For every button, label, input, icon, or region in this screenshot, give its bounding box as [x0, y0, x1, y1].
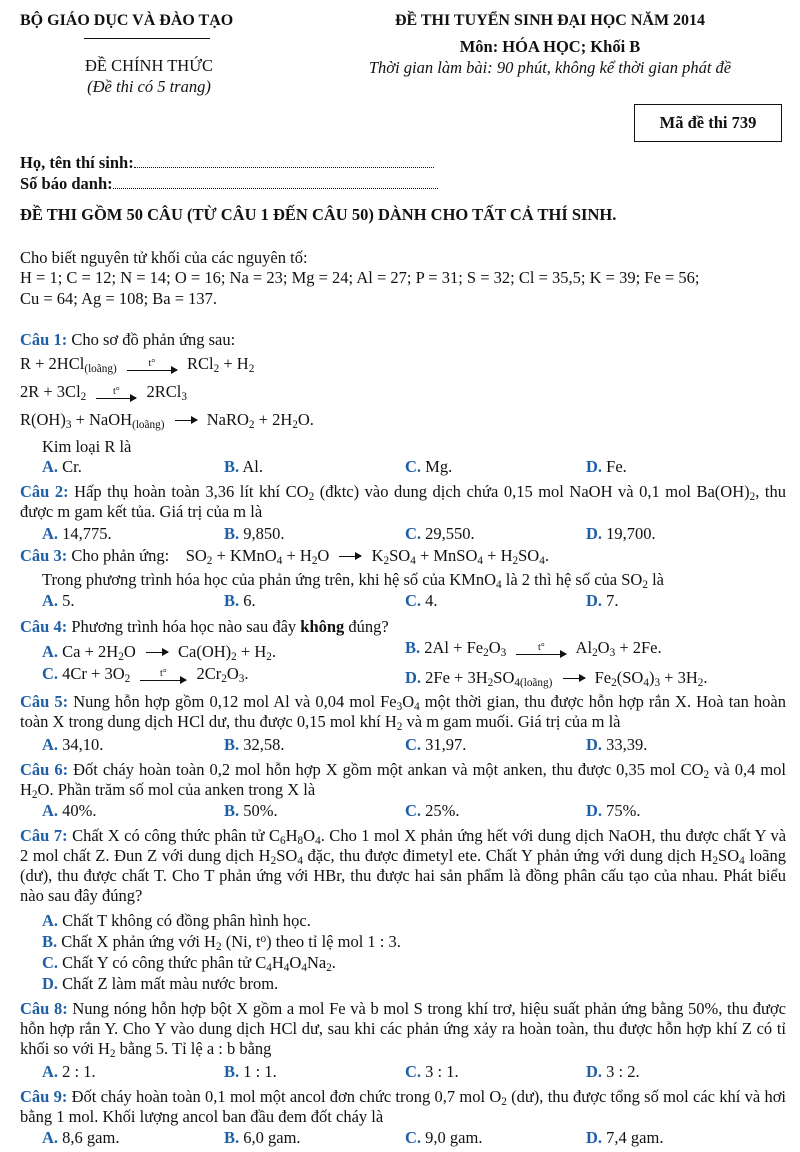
q4-option-d[interactable]: D. $2Fe + 3H_2SO_{4(loãng)}$ $Fe_2(SO_4)_3 + 3H_2$. — [405, 668, 708, 689]
question-8-stem: Câu 8: Nung nóng hỗn hợp bột X gồm a mol Fe và b mol S trong khí trơ, hiệu suất phản ứng bằng 50%, thu được hỗn hợp rắn Y. Cho Y vào dung dịch HCl dư, sau khi các phản ứng xảy ra hoàn toàn, thu được hỗn hợp khí Z có tỉ khối so với $H_2$ bằng 5. Tỉ lệ a : b bằng — [20, 999, 786, 1060]
q1-option-c[interactable]: C. Mg. — [405, 457, 453, 476]
q1-equation-2: $2R + 3Cl_2$ t° 2RCl$_3$ — [20, 382, 187, 403]
candidate-name-row — [20, 153, 434, 173]
q5-option-d[interactable]: D. 33,39. — [586, 735, 648, 754]
q2-option-d[interactable]: D. 19,700. — [586, 524, 656, 543]
exam-subject: Môn: HÓA HỌC; Khối B — [459, 37, 641, 56]
candidate-id-label: Số báo danh: — [20, 174, 113, 193]
q2-option-c[interactable]: C. 29,550. — [405, 524, 475, 543]
q8-option-d[interactable]: D. 3 : 2. — [586, 1062, 640, 1081]
q6-option-c[interactable]: C. 25%. — [405, 801, 460, 820]
candidate-id-row — [20, 174, 438, 194]
q1-equation-1: R + 2HCl$_{(loãng)}$ t° $RCl_2 + H_2$ — [20, 354, 255, 375]
q1-option-a[interactable]: A. Cr. — [42, 457, 82, 476]
candidate-id-field[interactable] — [113, 188, 438, 189]
q5-option-c[interactable]: C. 31,97. — [405, 735, 467, 754]
candidate-name-label: Họ, tên thí sinh: — [20, 153, 134, 172]
ministry-name: BỘ GIÁO DỤC VÀ ĐÀO TẠO — [20, 12, 234, 29]
heat-arrow: t° — [127, 359, 177, 371]
question-3-ask: Trong phương trình hóa học của phản ứng trên, khi hệ số của KMnO$_4$ là 2 thì hệ số của $SO_2$ là — [42, 570, 664, 591]
exam-title: ĐỀ THI TUYỂN SINH ĐẠI HỌC NĂM 2014 — [394, 12, 706, 29]
question-9-stem: Câu 9: Đốt cháy hoàn toàn 0,1 mol một ancol đơn chức trong 0,7 mol $O_2$ (dư), thu được tổng số mol các khí và hơi bằng 1 mol. Khối lượng ancol ban đầu đem đốt cháy là — [20, 1087, 786, 1126]
q9-option-b[interactable]: B. 6,0 gam. — [224, 1128, 301, 1147]
atomic-intro: Cho biết nguyên tử khối của các nguyên tố: — [20, 248, 308, 267]
reaction-arrow — [175, 419, 197, 421]
question-7-stem: Câu 7: Chất X có công thức phân tử $C_6H_8O_4$. Cho 1 mol X phản ứng hết với dung dịch NaOH, thu được chất Y và 2 mol chất Z. Đun Z với dung dịch $H_2SO_4$ đặc, thu được đimetyl ete. Chất Y phản ứng với dung dịch $H_2SO_4$ loãng (dư), thu được chất T. Cho T phản ứng với HBr, thu được hai sản phẩm là đồng phân cấu tạo của nhau. Phát biểu nào sau đây đúng? — [20, 826, 787, 905]
question-3-stem: Câu 3: Cho phản ứng: $SO_2$ + KMnO$_4$ + $H_2O$ $K_2SO_4$ + MnSO$_4$ + $H_2SO_4$. — [20, 546, 549, 567]
question-5-stem: Câu 5: Nung hỗn hợp gồm 0,12 mol Al và 0,04 mol $Fe_3O_4$ một thời gian, thu được hỗn hợp rắn X. Hoà tan hoàn toàn X trong dung dịch HCl dư, thu được 0,15 mol khí $H_2$ và m gam muối. Giá trị của m là — [20, 692, 786, 733]
q7-option-c[interactable]: C. Chất Y có công thức phân tử $C_4H_4O_4Na_2$. — [42, 953, 336, 974]
q9-option-c[interactable]: C. 9,0 gam. — [405, 1128, 483, 1147]
q1-option-d[interactable]: D. Fe. — [586, 457, 627, 476]
q9-option-a[interactable]: A. 8,6 gam. — [42, 1128, 120, 1147]
intro-heading: ĐỀ THI GỒM 50 CÂU (TỪ CÂU 1 ĐẾN CÂU 50) DÀNH CHO TẤT CẢ THÍ SINH. — [20, 205, 617, 224]
q7-option-d[interactable]: D. Chất Z làm mất màu nước brom. — [42, 974, 279, 993]
q9-option-d[interactable]: D. 7,4 gam. — [586, 1128, 664, 1147]
exam-code-box: Mã đề thi 739 — [634, 104, 782, 142]
header-divider — [84, 38, 210, 39]
q6-option-a[interactable]: A. 40%. — [42, 801, 97, 820]
question-1-ask: Kim loại R là — [42, 437, 132, 456]
q3-option-c[interactable]: C. 4. — [405, 591, 438, 610]
q8-option-a[interactable]: A. 2 : 1. — [42, 1062, 96, 1081]
question-4-stem: Câu 4: Phương trình hóa học nào sau đây không đúng? — [20, 617, 389, 636]
exam-time-note: Thời gian làm bài: 90 phút, không kể thời gian phát đề — [368, 58, 732, 77]
q7-option-b[interactable]: B. Chất X phản ứng với $H_2$ (Ni, $t^o$) theo tỉ lệ mol 1 : 3. — [42, 932, 401, 953]
candidate-name-field[interactable] — [134, 167, 434, 168]
question-1-label: Câu 1: — [20, 330, 68, 349]
q4-option-c[interactable]: C. $4Cr + 3O_2$ t° $2Cr_2O_3$. — [42, 664, 249, 685]
q1-option-b[interactable]: B. Al. — [224, 457, 263, 476]
heat-arrow: t° — [96, 387, 136, 399]
q3-option-a[interactable]: A. 5. — [42, 591, 75, 610]
q4-option-a[interactable]: A. $Ca + 2H_2O$ $Ca(OH)_2 + H_2$. — [42, 642, 276, 663]
q6-option-b[interactable]: B. 50%. — [224, 801, 278, 820]
q2-option-a[interactable]: A. 14,775. — [42, 524, 112, 543]
q7-option-a[interactable]: A. Chất T không có đồng phân hình học. — [42, 911, 311, 930]
q3-option-b[interactable]: B. 6. — [224, 591, 256, 610]
question-1-text: Cho sơ đồ phản ứng sau: — [71, 330, 236, 349]
q4-option-b[interactable]: B. $2Al + Fe_2O_3$ t° $Al_2O_3 + 2Fe$. — [405, 638, 662, 659]
atomic-masses-line1: H = 1; C = 12; N = 14; O = 16; Na = 23; Mg = 24; Al = 27; P = 31; S = 32; Cl = 35,5; K = 39; Fe = 56; — [20, 268, 700, 287]
q5-option-b[interactable]: B. 32,58. — [224, 735, 285, 754]
q1-equation-3: $R(OH)_3$ + NaOH$_{(loãng)}$ NaRO$_2$ + $2H_2O$. — [20, 410, 314, 431]
q2-option-b[interactable]: B. 9,850. — [224, 524, 285, 543]
q8-option-c[interactable]: C. 3 : 1. — [405, 1062, 459, 1081]
atomic-masses-line2: Cu = 64; Ag = 108; Ba = 137. — [20, 289, 218, 308]
q3-option-d[interactable]: D. 7. — [586, 591, 619, 610]
question-2-stem: Câu 2: Hấp thụ hoàn toàn 3,36 lít khí $CO_2$ (đktc) vào dung dịch chứa 0,15 mol NaOH và 0,1 mol $Ba(OH)_2$, thu được m gam kết tủa. Giá trị của m là — [20, 482, 786, 521]
pages-note: (Đề thi có 5 trang) — [87, 77, 211, 96]
question-1-stem — [20, 330, 235, 350]
q5-option-a[interactable]: A. 34,10. — [42, 735, 104, 754]
q8-option-b[interactable]: B. 1 : 1. — [224, 1062, 277, 1081]
question-6-stem: Câu 6: Đốt cháy hoàn toàn 0,2 mol hỗn hợp X gồm một ankan và một anken, thu được 0,35 mol $CO_2$ và 0,4 mol $H_2O$. Phần trăm số mol của anken trong X là — [20, 760, 786, 801]
reaction-arrow — [339, 555, 361, 557]
q6-option-d[interactable]: D. 75%. — [586, 801, 641, 820]
official-label: ĐỀ CHÍNH THỨC — [85, 56, 213, 75]
